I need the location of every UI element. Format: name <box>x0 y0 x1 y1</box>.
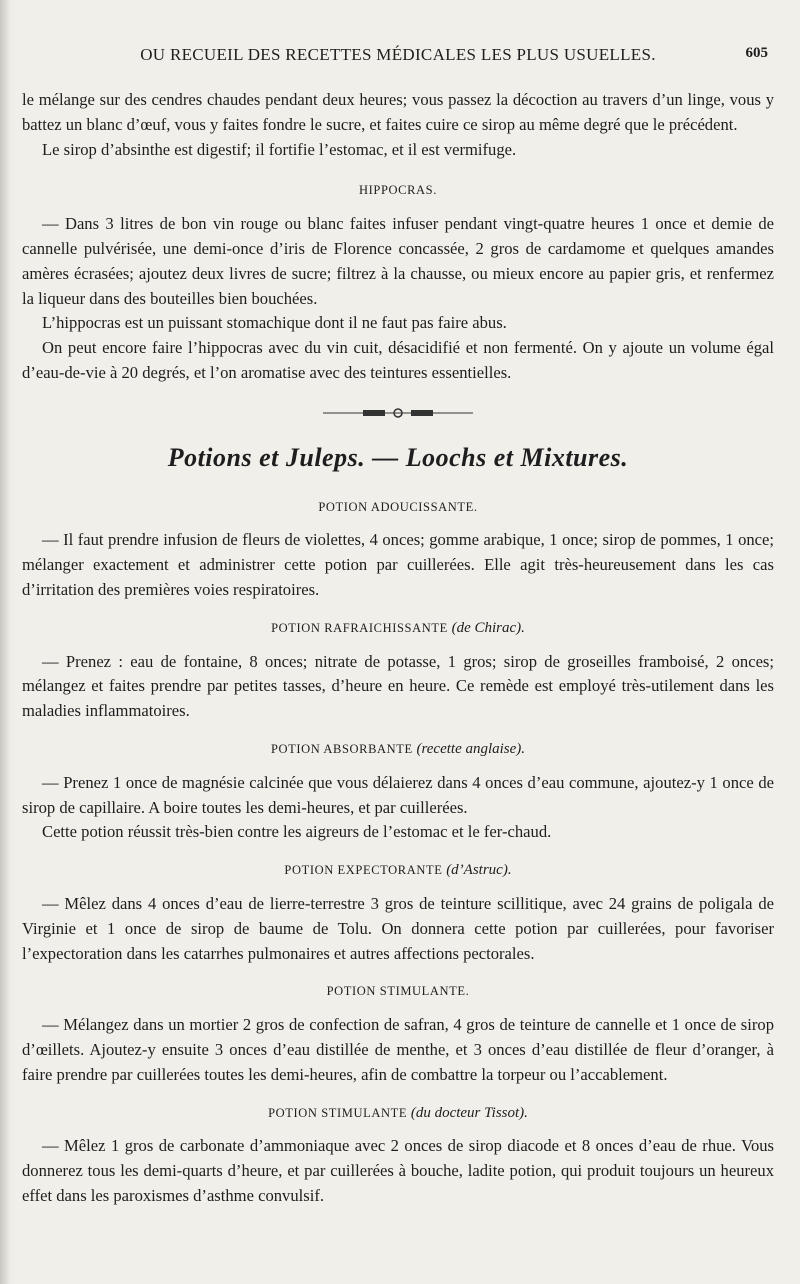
paragraph: Le sirop d’absinthe est digestif; il fortifie l’estomac, et il est vermifuge. <box>42 139 517 159</box>
paragraph: L’hippocras est un puissant stomachique dont il ne faut pas faire abus. <box>42 313 507 333</box>
recipe-source: (du docteur Tissot). <box>410 1104 528 1121</box>
page-gutter-shadow <box>0 0 14 1284</box>
recipe-heading-text: POTION EXPECTORANTE <box>284 863 443 878</box>
recipe-paragraph: — Prenez 1 once de magnésie calcinée que vous délaierez dans 4 onces d’eau commune, ajoutez-y 1 once de sirop de capillaire. A boire toutes les demi-heures, et par cuillerées. <box>22 772 774 817</box>
recipe-heading <box>22 737 774 762</box>
paragraph: le mélange sur des cendres chaudes pendant deux heures; vous passez la décoction au travers d’un linge, vous y battez un blanc d’œuf, vous y faites fondre le sucre, et faites cuire ce sirop au même degré que le précédent. <box>22 90 774 134</box>
recipe-heading <box>22 979 774 1004</box>
page-body <box>22 88 774 1209</box>
recipe-paragraph: — Mélangez dans un mortier 2 gros de confection de safran, 4 gros de teinture de cannelle et 1 once de sirop d’œillets. Ajoutez-y ensuite 3 onces d’eau distillée de menthe, et 3 onces d’eau distillée de fleur d’oranger, à faire prendre par cuillerées toutes les demi-heures, afin de combattre la torpeur ou l’accablement. <box>22 1015 774 1084</box>
page-number: 605 <box>745 45 768 61</box>
recipe-heading <box>22 858 774 883</box>
recipe-heading-text: POTION STIMULANTE <box>268 1105 408 1120</box>
recipe-heading-hippocras: HIPPOCRAS. <box>359 183 437 198</box>
recipe-paragraph: — Il faut prendre infusion de fleurs de violettes, 4 onces; gomme arabique, 1 once; sirop de pommes, 1 once; mélanger exactement et administrer cette potion par cuillerées. Elle agit très-heureusement dans les cas d’irritation des premières voies respiratoires. <box>22 530 774 599</box>
paragraph: On peut encore faire l’hippocras avec du vin cuit, désacidifié et non fermenté. On y ajoute un volume égal d’eau-de-vie à 20 degrés, et l’on aromatise avec des teintures essentielles. <box>22 338 774 382</box>
recipe-source: (recette anglaise). <box>416 740 526 757</box>
recipe-source: (de Chirac). <box>451 619 525 636</box>
running-title: OU RECUEIL DES RECETTES MÉDICALES LES PLUS USUELLES. <box>140 45 656 64</box>
recipe-paragraph: — Mêlez dans 4 onces d’eau de lierre-terrestre 3 gros de teinture scillitique, avec 24 grains de poligala de Virginie et 1 once de sirop de baume de Tolu. On donnera cette potion par cuillerées, pour favoriser l’expectoration dans les catarrhes pulmonaires et autres affections pectorales. <box>22 893 774 963</box>
recipe-paragraph: — Mêlez 1 gros de carbonate d’ammoniaque avec 2 onces de sirop diacode et 8 onces d’eau de rhue. Vous donnerez tous les demi-quarts d’heure, et par cuillerées à bouche, ladite potion, qui produit toujours un heureux effet dans les paroxismes d’asthme convulsif. <box>22 1136 774 1205</box>
recipe-heading <box>22 616 774 641</box>
recipe-heading-text: POTION STIMULANTE. <box>326 984 470 999</box>
recipe-heading-text: POTION RAFRAICHISSANTE <box>271 620 448 635</box>
recipe-heading <box>22 1101 774 1126</box>
ornamental-divider <box>323 408 473 418</box>
section-title: Potions et Juleps. — Loochs et Mixtures. <box>167 442 629 472</box>
recipe-source: (d’Astruc). <box>446 862 512 879</box>
recipe-heading <box>22 495 774 520</box>
recipe-heading-text: POTION ADOUCISSANTE. <box>318 499 478 514</box>
paragraph: — Dans 3 litres de bon vin rouge ou blanc faites infuser pendant vingt-quatre heures 1 once et demie de cannelle pulvérisée, une demi-once d’iris de Florence concassée, 2 gros de cardamome et quelques amandes amères écrasées; ajoutez deux livres de sucre; filtrez à la chausse, ou mieux encore au papier gris, et renfermez la liqueur dans des bouteilles bien bouchées. <box>22 214 774 308</box>
recipe-paragraph: — Prenez : eau de fontaine, 8 onces; nitrate de potasse, 1 gros; sirop de groseilles framboisé, 2 onces; mélangez et faites prendre par petites tasses, d’heure en heure. Ce remède est employé très-utilement dans les maladies inflammatoires. <box>22 651 774 721</box>
recipe-paragraph: Cette potion réussit très-bien contre les aigreurs de l’estomac et le fer-chaud. <box>42 822 552 842</box>
recipe-list <box>22 495 774 1209</box>
recipe-heading-text: POTION ABSORBANTE <box>270 741 413 756</box>
